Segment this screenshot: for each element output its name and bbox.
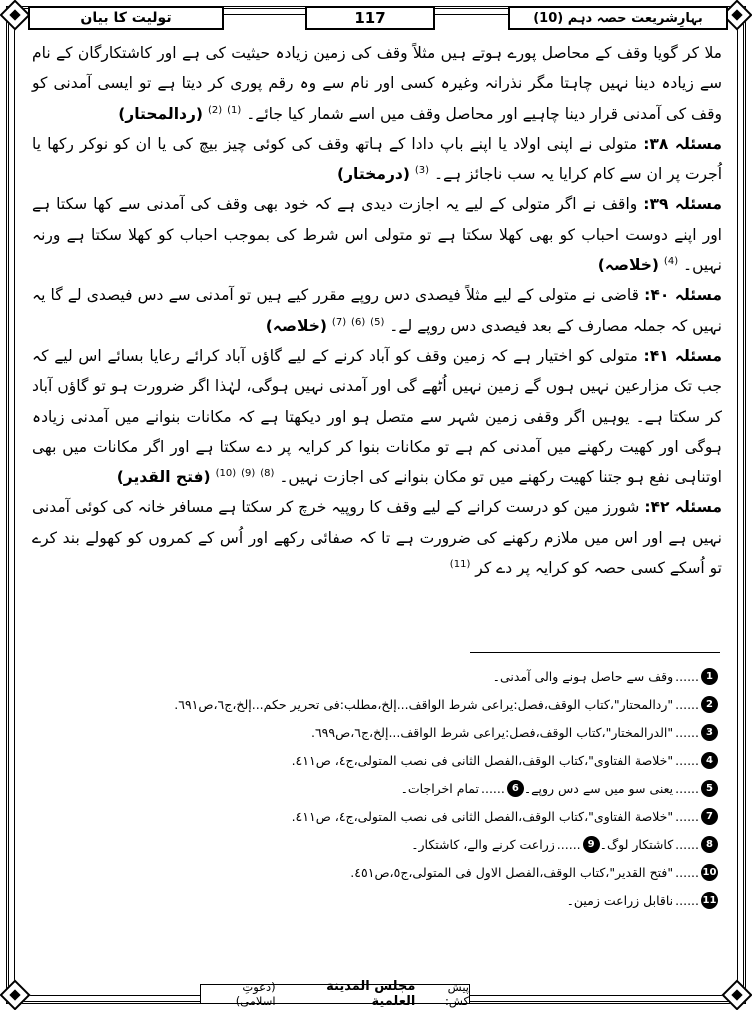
source-reference: (ردالمحتار) (118, 104, 203, 123)
footnotes (58, 662, 718, 914)
footnote-ref: (4) (663, 255, 679, 267)
footnote-number-badge: 6 (507, 780, 524, 797)
paragraph-intro (32, 38, 722, 129)
footnote-ref: (9) (241, 468, 256, 479)
publisher-tag: (دعوتِ اسلامی) (235, 980, 276, 1008)
page-number: 117 (305, 6, 435, 30)
source-reference: (درمختار) (337, 165, 410, 184)
footnote-number-badge: 1 (701, 668, 718, 685)
footnote-4: 4 ...... "خلاصة الفتاوى"،كتاب الوقف،الفصل الثانى فى نصب المتولى،ج٤، ص٤١١. (58, 746, 718, 774)
footnote-number-badge: 9 (583, 836, 600, 853)
footnote-number-badge: 2 (701, 696, 718, 713)
paragraph-text: متولی کو اختیار ہے کہ زمین وقف کو آباد کرنے کے لیے گاؤں آباد کرائے رعایا بسائے اس لیے کہ جب تک مزارعین نہیں ہوں گے زمین نہیں اُٹھے گی اور آمدنی نہیں ہوگی، لہٰذا اگر ضرورت ہو تو گاؤں آباد کر سکتا ہے۔ یوہیں اگر وقفی زمین شہر سے متصل ہو اور دیکھتا ہے کہ مکانات بنوانے میں آمدنی زیادہ ہوگی اور کھیت رکھنے میں آمدنی کم ہے تو مکانات بنوا کر کرایہ پر دے سکتا ہے اور اگر مکانات میں بھی اوتناہی نفع ہو جتنا کھیت رکھنے میں تو مکان بنوانے کی اجازت نہیں۔ (32, 346, 722, 487)
footnote-ref: (10) (215, 468, 237, 479)
footnote-ref: (7) (331, 316, 347, 328)
presented-by-label: پیش کش: (444, 980, 469, 1008)
footnote-text: وقف سے حاصل ہونے والی آمدنی۔ (492, 668, 674, 684)
masala-heading: مسئلہ ۴۱: (643, 346, 722, 365)
footnote-text: "خلاصة الفتاوى"،كتاب الوقف،الفصل الثانى فى نصب المتولى،ج٤، ص٤١١. (291, 808, 674, 824)
footnote-text: زراعت کرنے والے، کاشتکار۔ (411, 836, 555, 852)
footnote-1: 1 ...... وقف سے حاصل ہونے والی آمدنی۔ (58, 662, 718, 690)
paragraph-text: قاضی نے متولی کے لیے مثلاً فیصدی دس روپے مقرر کیے ہیں تو آمدنی سے دس فیصدی لے گا یہ نہیں کہ جملہ مصارف کے بعد فیصدی دس روپے لے۔ (32, 286, 722, 335)
footnote-number-badge: 10 (701, 864, 718, 881)
footnote-number-badge: 4 (701, 752, 718, 769)
footnote-11: 11 ...... ناقابل زراعت زمین۔ (566, 892, 717, 908)
footnote-10: 10 ...... "فتح القدير"،كتاب الوقف،الفصل الاول فى المتولى،ج٥،ص٤٥١. (350, 864, 717, 880)
masala-heading: مسئلہ ۴۲: (644, 498, 722, 517)
footnote-ref: (1) (227, 104, 242, 116)
publisher-name: مجلس المدينة العلمية (326, 979, 416, 1009)
footnote-text: ناقابل زراعت زمین۔ (566, 892, 674, 908)
footnote-5-6: 5 ...... یعنی سو میں سے دس روپے۔ 6 ...... تمام اخراجات۔ (58, 774, 718, 802)
footnote-8-9: 8 ...... کاشتکار لوگ۔ 9 ...... زراعت کرنے والے، کاشتکار۔ (58, 830, 718, 858)
footnote-number-badge: 7 (701, 808, 718, 825)
footnote-number-badge: 3 (701, 724, 718, 741)
footnote-text: "خلاصة الفتاوى"،كتاب الوقف،الفصل الثانى فى نصب المتولى،ج٤، ص٤١١. (291, 752, 674, 768)
source-reference: (فتح القدیر) (116, 468, 211, 487)
source-reference: (خلاصہ) (265, 316, 327, 335)
footnote-number-badge: 5 (701, 780, 718, 797)
book-title: بہارِشریعت حصہ دہم (10) (508, 6, 728, 30)
footnote-text: کاشتکار لوگ۔ (599, 836, 674, 852)
footnote-ref: (11) (449, 558, 471, 570)
masala-heading: مسئلہ ۳۸: (643, 134, 722, 153)
footnote-number-badge: 8 (701, 836, 718, 853)
paragraph-masala-42 (32, 492, 722, 583)
footnote-text: تمام اخراجات۔ (400, 780, 479, 796)
footnote-ref: (2) (207, 104, 223, 116)
footnote-2: 2 ...... "ردالمحتار"،كتاب الوقف،فصل:يراعى شرط الواقف...إلخ،مطلب:فى تحرير حكم...إلخ،ج٦،ص٦٩١. (58, 690, 718, 718)
footnote-text: یعنی سو میں سے دس روپے۔ (523, 780, 674, 796)
masala-heading: مسئلہ ۳۹: (643, 195, 722, 214)
footnote-ref: (5) (370, 316, 385, 328)
footnote-ref: (3) (414, 165, 430, 177)
footnote-6: 6 ...... تمام اخراجات۔ (401, 780, 524, 797)
footnote-3: 3 ...... "الدرالمختار"،كتاب الوقف،فصل:يراعى شرط الواقف...إلخ،ج٦،ص٦٩٩. (58, 718, 718, 746)
footnote-7: 7 ...... "خلاصة الفتاوى"،كتاب الوقف،الفصل الثانى فى نصب المتولى،ج٤، ص٤١١. (58, 802, 718, 830)
paragraph-masala-41 (32, 341, 722, 492)
footnote-text: "الدرالمختار"،كتاب الوقف،فصل:يراعى شرط الواقف...إلخ،ج٦،ص٦٩٩. (310, 724, 674, 740)
paragraph-masala-38 (32, 129, 722, 190)
paragraph-text: ملا کر گویا وقف کے محاصل پورے ہوتے ہیں مثلاً وقف کی زمین زیادہ حیثیت کی ہے اور کاشتکارگان کے نام سے زیادہ دینا نہیں چاہتا مگر نذرانہ وغیرہ کسی اور نام سے وہ رقم پوری کر دیتا ہے تو ایسی آمدنی کو وقف کی آمدنی قرار دینا چاہیے اور محاصل وقف میں اسے شمار کیا جائے۔ (32, 44, 722, 123)
masala-heading: مسئلہ ۴۰: (644, 286, 722, 305)
paragraph-text: متولی نے اپنی اولاد یا اپنے باپ دادا کے ہاتھ وقف کی کوئی چیز بیچ کی یا ان کو نوکر رکھا یا اُجرت پر ان سے کام کرایا یہ سب ناجائز ہے۔ (32, 134, 722, 184)
footnote-ref: (8) (260, 468, 275, 479)
footnote-text: "فتح القدير"،كتاب الوقف،الفصل الاول فى المتولى،ج٥،ص٤٥١. (350, 864, 674, 880)
footnote-number-badge: 11 (701, 892, 718, 909)
footnote-ref: (6) (351, 316, 366, 328)
paragraph-text: واقف نے اگر متولی کے لیے یہ اجازت دیدی ہے کہ خود بھی وقف کی آمدنی سے کھا سکتا ہے اور اپنے دوست احباب کو بھی کھلا سکتا ہے تو متولی اس شرط کی بموجب احباب کو کھلا سکتا ہے ورنہ نہیں۔ (32, 195, 722, 275)
footnote-text: "ردالمحتار"،كتاب الوقف،فصل:يراعى شرط الواقف...إلخ،مطلب:فى تحرير حكم...إلخ،ج٦،ص٦٩١. (174, 696, 674, 712)
paragraph-masala-40 (32, 280, 722, 341)
main-text (32, 38, 722, 583)
paragraph-text: شورز مین کو درست کرانے کے لیے وقف کا روپیہ خرچ کر سکتا ہے مسافر خانہ کی کوئی آمدنی نہیں ہے اور اس میں ملازم رکھنے کی ضرورت ہے تا کہ صفائی رکھے اور اُس کے کمروں کو کھولے بند کرے تو اُسکے کسی حصہ کو کرایہ پر دے کر (32, 498, 722, 578)
footnote-9: 9 ...... زراعت کرنے والے، کاشتکار۔ (411, 836, 599, 853)
source-reference: (خلاصہ) (597, 256, 659, 275)
publisher-footer (200, 979, 470, 1009)
footnote-divider (470, 652, 720, 653)
paragraph-masala-39 (32, 189, 722, 280)
chapter-title: تولیت کا بیان (28, 6, 224, 30)
